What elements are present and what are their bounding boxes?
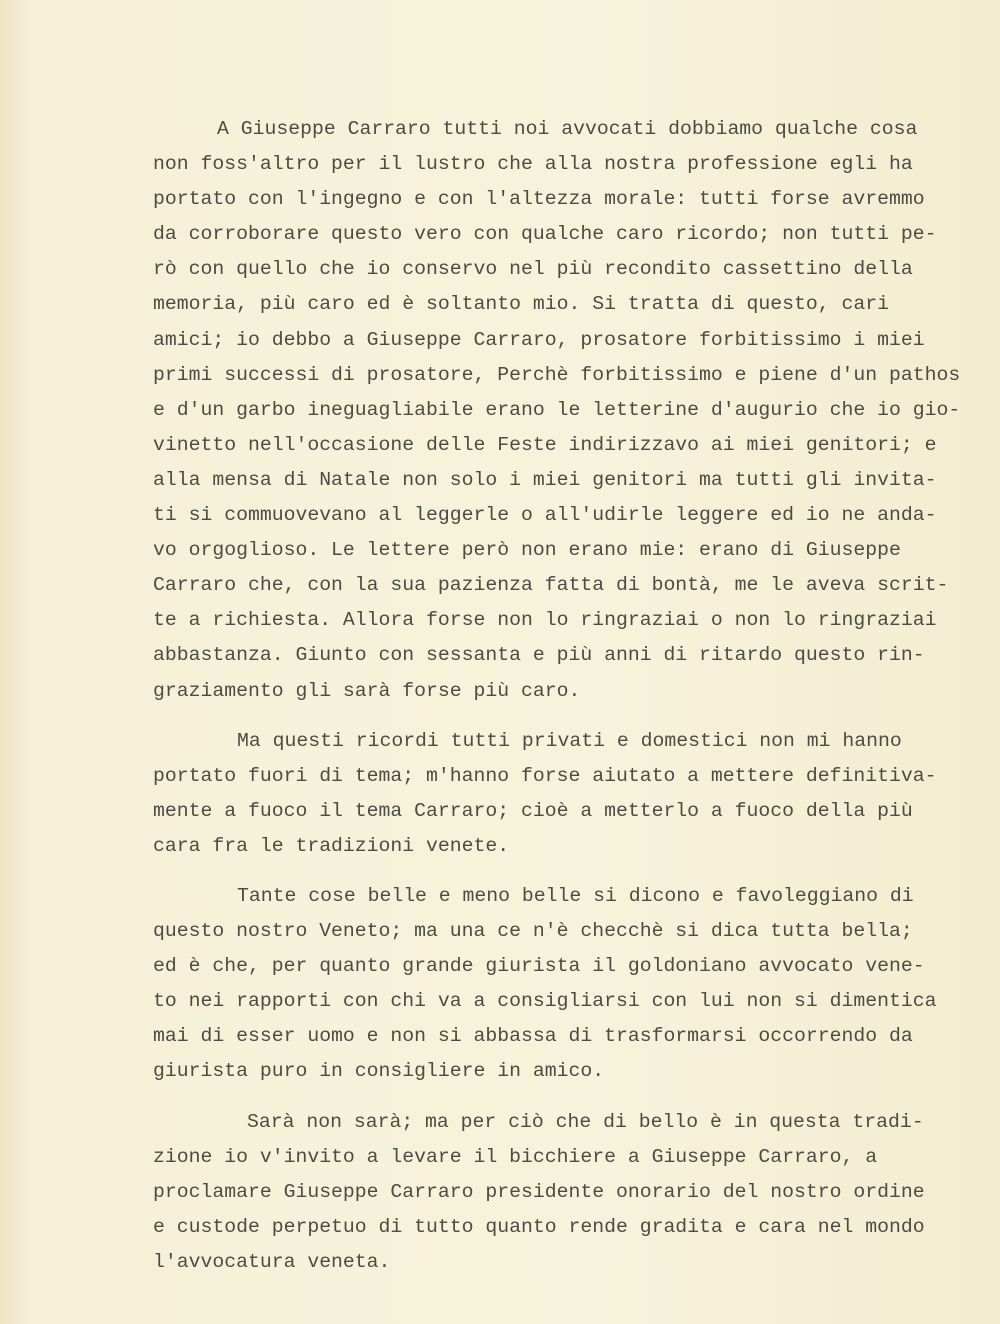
text-line: mai di esser uomo e non si abbassa di trasformarsi occorrendo da: [153, 1025, 913, 1048]
text-line: abbastanza. Giunto con sessanta e più anni di ritardo questo rin-: [153, 644, 925, 667]
text-line: Carraro che, con la sua pazienza fatta di bontà, me le aveva scrit-: [153, 574, 949, 597]
text-line: mente a fuoco il tema Carraro; cioè a metterlo a fuoco della più: [153, 799, 913, 822]
text-line: amici; io debbo a Giuseppe Carraro, prosatore forbitissimo i miei: [153, 328, 925, 351]
text-line: Tante cose belle e meno belle si dicono e favoleggiano di: [237, 884, 914, 907]
text-line: A Giuseppe Carraro tutti noi avvocati dobbiamo qualche cosa: [217, 118, 918, 140]
text-line: Ma questi ricordi tutti privati e domestici non mi hanno: [237, 729, 902, 752]
paragraph: [153, 879, 993, 1090]
text-line: e custode perpetuo di tutto quanto rende gradita e cara nel mondo: [153, 1215, 925, 1238]
text-line: cara fra le tradizioni venete.: [153, 834, 510, 857]
text-line: Sarà non sarà; ma per ciò che di bello è in questa tradi-: [247, 1110, 924, 1133]
paragraph: [153, 724, 993, 864]
text-line: vinetto nell'occasione delle Feste indirizzavo ai miei genitori; e: [153, 433, 937, 456]
document-body: [153, 112, 993, 1295]
text-line: graziamento gli sarà forse più caro.: [153, 679, 581, 702]
text-line: vo orgoglioso. Le lettere però non erano mie: erano di Giuseppe: [153, 539, 901, 562]
text-line: proclamare Giuseppe Carraro presidente onorario del nostro ordine: [153, 1180, 925, 1203]
text-line: memoria, più caro ed è soltanto mio. Si tratta di questo, cari: [153, 293, 889, 316]
text-line: e d'un garbo ineguagliabile erano le letterine d'augurio che io gio-: [153, 398, 961, 421]
paragraph: [153, 112, 993, 709]
text-line: rò con quello che io conservo nel più recondito cassettino della: [153, 258, 913, 281]
text-line: l'avvocatura veneta.: [153, 1250, 391, 1273]
text-line: portato con l'ingegno e con l'altezza morale: tutti forse avremmo: [153, 188, 925, 211]
text-line: zione io v'invito a levare il bicchiere a Giuseppe Carraro, a: [153, 1145, 878, 1168]
text-line: primi successi di prosatore, Perchè forbitissimo e piene d'un pathos: [153, 363, 961, 386]
text-line: ed è che, per quanto grande giurista il goldoniano avvocato vene-: [153, 955, 925, 978]
text-line: alla mensa di Natale non solo i miei genitori ma tutti gli invita-: [153, 468, 937, 491]
text-line: portato fuori di tema; m'hanno forse aiutato a mettere definitiva-: [153, 764, 937, 787]
text-line: ti si commuovevano al leggerle o all'udirle leggere ed io ne anda-: [153, 504, 937, 527]
text-line: giurista puro in consigliere in amico.: [153, 1060, 605, 1083]
text-line: te a richiesta. Allora forse non lo ringraziai o non lo ringraziai: [153, 609, 937, 632]
text-line: da corroborare questo vero con qualche caro ricordo; non tutti pe-: [153, 223, 937, 246]
text-line: questo nostro Veneto; ma una ce n'è checchè si dica tutta bella;: [153, 920, 913, 943]
text-line: non foss'altro per il lustro che alla nostra professione egli ha: [153, 153, 913, 176]
paragraph: [153, 1105, 993, 1280]
text-line: to nei rapporti con chi va a consigliarsi con lui non si dimentica: [153, 990, 937, 1013]
